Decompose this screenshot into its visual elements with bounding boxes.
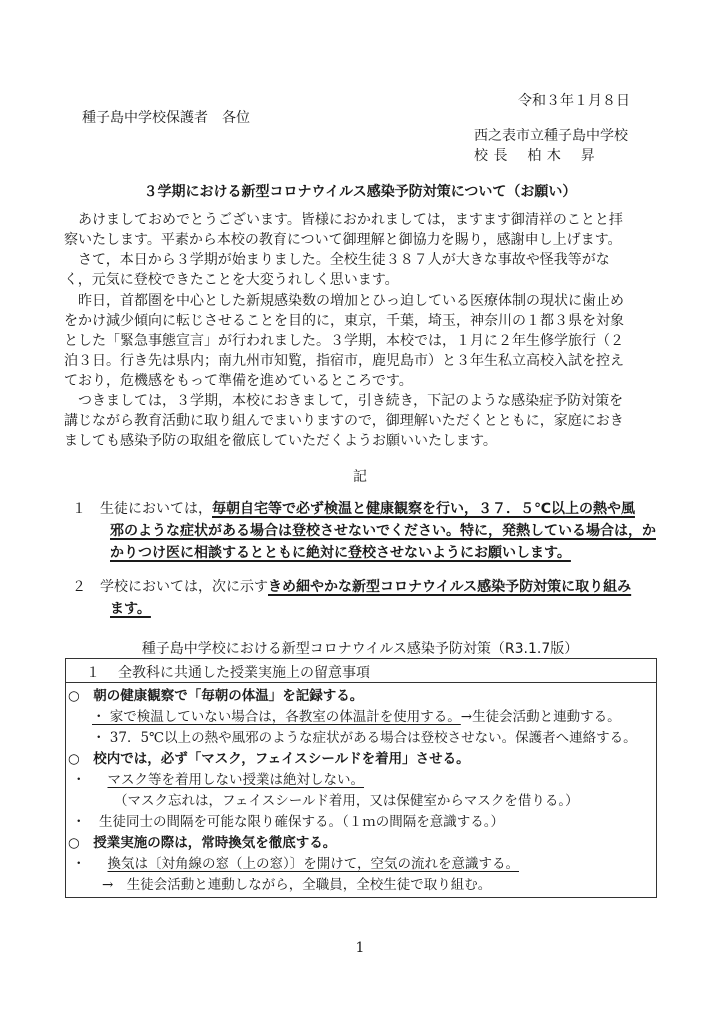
item-number: ２ — [72, 579, 86, 595]
item-bold-text: ます。 — [110, 601, 151, 617]
table-row-underlined: マスク等を着用しない授業は絶対しない。 — [107, 772, 364, 788]
page-number: 1 — [355, 940, 365, 956]
table-header — [66, 659, 656, 683]
table-row — [72, 854, 519, 874]
item-students — [72, 498, 662, 568]
table-row: ○ 校内では，必ず「マスク，フェイスシールドを着用」させる。 — [68, 751, 470, 767]
table-row: → 生徒会活動と連動しながら，全職員，全校生徒で取り組む。 — [102, 877, 492, 893]
paragraph-request — [64, 391, 664, 451]
principal-name: 校 長 柏 木 昇 — [474, 148, 596, 164]
table-row — [92, 707, 621, 727]
ki-heading: 記 — [353, 469, 367, 485]
paragraph-line: とした「緊急事態宣言」が行われました。３学期，本校では，１月に２年生修学旅行（２ — [64, 333, 624, 349]
school-name: 西之表市立種子島中学校 — [474, 128, 628, 144]
measures-table — [65, 658, 657, 898]
paragraph-line: 泊３日。行き先は県内；南九州市知覧，指宿市，鹿児島市）と３年生私立高校入試を控え — [64, 353, 624, 369]
table-header-number: １ — [86, 665, 100, 681]
table-row — [72, 770, 364, 790]
table-row: ○ 朝の健康観察で「毎朝の体温」を記録する。 — [68, 688, 364, 704]
table-row: ○ 授業実施の際は，常時換気を徹底する。 — [68, 835, 337, 851]
paragraph-greeting — [64, 210, 664, 250]
item-prefix: 学校においては，次に示す — [100, 579, 268, 595]
paragraph-line: あけましておめでとうございます。皆様におかれましては，ますます御清祥のことと拝 — [78, 212, 623, 228]
item-bold-text: きめ細やかな新型コロナウイルス感染予防対策に取り組み — [268, 579, 632, 595]
paragraph-line: つきましては，３学期，本校におきまして，引き続き，下記のような感染症予防対策を — [78, 393, 624, 409]
table-row-bullet: ・ — [72, 772, 86, 788]
paragraph-line: さて，本日から３学期が始まりました。全校生徒３８７人が大きな事故や怪我等がな — [78, 252, 610, 268]
paragraph-term-start — [64, 250, 664, 290]
paragraph-line: ましても感染予防の取組を徹底していただくようお願いいたします。 — [64, 433, 497, 449]
table-row: ・ 生徒同士の間隔を可能な限り確保する。（１ｍの間隔を意識する。） — [72, 814, 504, 830]
document-title: ３学期における新型コロナウイルス感染予防対策について（お願い） — [143, 184, 577, 200]
paragraph-line: く，元気に登校できたことを大変うれしく思います。 — [64, 272, 399, 288]
recipient-line: 種子島中学校保護者 各位 — [82, 110, 250, 126]
item-bold-text: かりつけ医に相談するとともに絶対に登校させないようにお願いします。 — [110, 545, 571, 561]
paragraph-line: 講じながら教育活動に取り組んでまいりますので，御理解いただくとともに，家庭におき — [64, 413, 624, 429]
table-row: （マスク忘れは，フェイスシールド着用，又は保健室からマスクを借りる。） — [114, 793, 579, 809]
paragraph-line: ており，危機感をもって準備を進めているところです。 — [64, 373, 413, 389]
item-prefix: 生徒においては， — [100, 501, 212, 517]
paragraph-line: 昨日，首都圏を中心とした新規感染数の増加とひっ迫している医療体制の現状に歯止め — [78, 293, 624, 309]
paragraph-line: 察いたします。平素から本校の教育について御理解と御協力を賜り，感謝申し上げます。 — [64, 232, 622, 248]
item-school — [72, 576, 662, 622]
table-row: ・ 37．5℃以上の熱や風邪のような症状がある場合は登校させない。保護者へ連絡する。 — [92, 730, 637, 746]
table-row-text: →生徒会活動と連動する。 — [460, 709, 621, 725]
table-header-label: 全教科に共通した授業実施上の留意事項 — [118, 665, 370, 681]
item-number: １ — [72, 501, 86, 517]
table-row-underlined: ・ 家で検温していない場合は，各教室の体温計を使用する。 — [92, 709, 461, 725]
paragraph-line: をかけ減少傾向に転じさせることを目的に，東京，千葉，埼玉，神奈川の１都３県を対象 — [64, 313, 624, 329]
table-row-underlined: 換気は〔対角線の窓（上の窓）〕を開けて，空気の流れを意識する。 — [107, 856, 519, 872]
table-title: 種子島中学校における新型コロナウイルス感染予防対策（R3.1.7版） — [141, 641, 579, 657]
paragraph-emergency — [64, 291, 664, 391]
document-date: 令和３年１月８日 — [518, 93, 630, 109]
table-row-bullet: ・ — [72, 856, 86, 872]
item-bold-text: 毎朝自宅等で必ず検温と健康観察を行い，３７．５℃以上の熱や風 — [212, 501, 635, 517]
item-bold-text: 邪のような症状がある場合は登校させないでください。特に，発熱している場合は，か — [110, 523, 656, 539]
